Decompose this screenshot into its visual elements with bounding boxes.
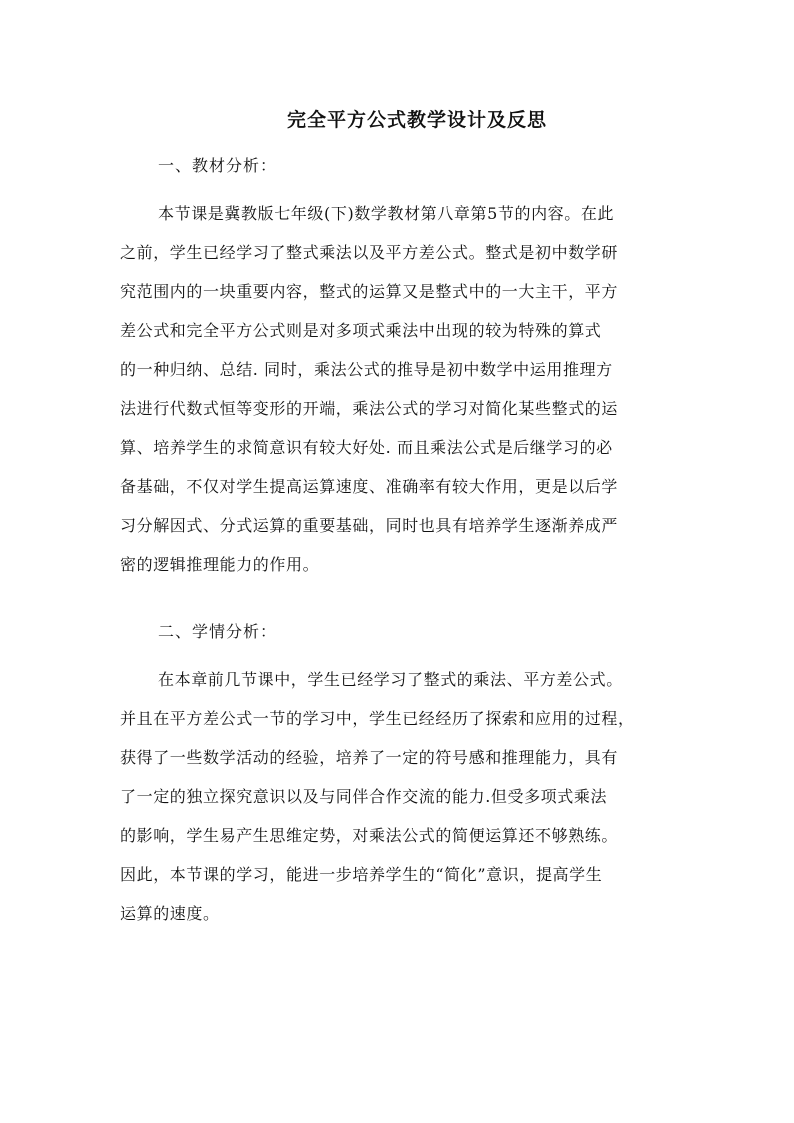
paragraph-line: 算、培养学生的求简意识有较大好处. 而且乘法公式是后继学习的必	[120, 438, 613, 457]
paragraph-line: 习分解因式、分式运算的重要基础，同时也具有培养学生逐渐养成严	[120, 516, 619, 535]
paragraph-line: 备基础，不仅对学生提高运算速度、准确率有较大作用，更是以后学	[120, 477, 619, 496]
paragraph-line: 因此，本节课的学习，能进一步培养学生的“简化”意识，提高学生	[120, 865, 603, 884]
paragraph-line: 的一种归纳、总结. 同时，乘法公式的推导是初中数学中运用推理方	[120, 360, 613, 379]
paragraph-line: 法进行代数式恒等变形的开端，乘法公式的学习对简化某些整式的运	[120, 399, 619, 418]
paragraph-line: 在本章前几节课中，学生已经学习了整式的乘法、平方差公式。	[158, 670, 623, 689]
document-title: 完全平方公式教学设计及反思	[286, 109, 547, 131]
section-heading-learner-analysis: 二、学情分析：	[158, 622, 278, 641]
paragraph-line: 之前，学生已经学习了整式乘法以及平方差公式。整式是初中数学研	[120, 243, 619, 262]
paragraph-line: 运算的速度。	[120, 904, 220, 923]
paragraph-line: 究范围内的一块重要内容，整式的运算又是整式中的一大主干，平方	[120, 282, 619, 301]
paragraph-line: 并且在平方差公式一节的学习中，学生已经经历了探索和应用的过程，	[120, 709, 635, 728]
paragraph-line: 密的逻辑推理能力的作用。	[120, 555, 320, 574]
section-heading-textbook-analysis: 一、教材分析：	[158, 156, 278, 175]
paragraph-line: 了一定的独立探究意识以及与同伴合作交流的能力.但受多项式乘法	[120, 787, 608, 806]
paragraph-line: 差公式和完全平方公式则是对多项式乘法中出现的较为特殊的算式	[120, 321, 602, 340]
paragraph-line: 获得了一些数学活动的经验，培养了一定的符号感和推理能力，具有	[120, 748, 619, 767]
paragraph-line: 的影响，学生易产生思维定势，对乘法公式的简便运算还不够熟练。	[120, 826, 619, 845]
paragraph-line: 本节课是冀教版七年级(下)数学教材第八章第5节的内容。在此	[158, 204, 615, 223]
